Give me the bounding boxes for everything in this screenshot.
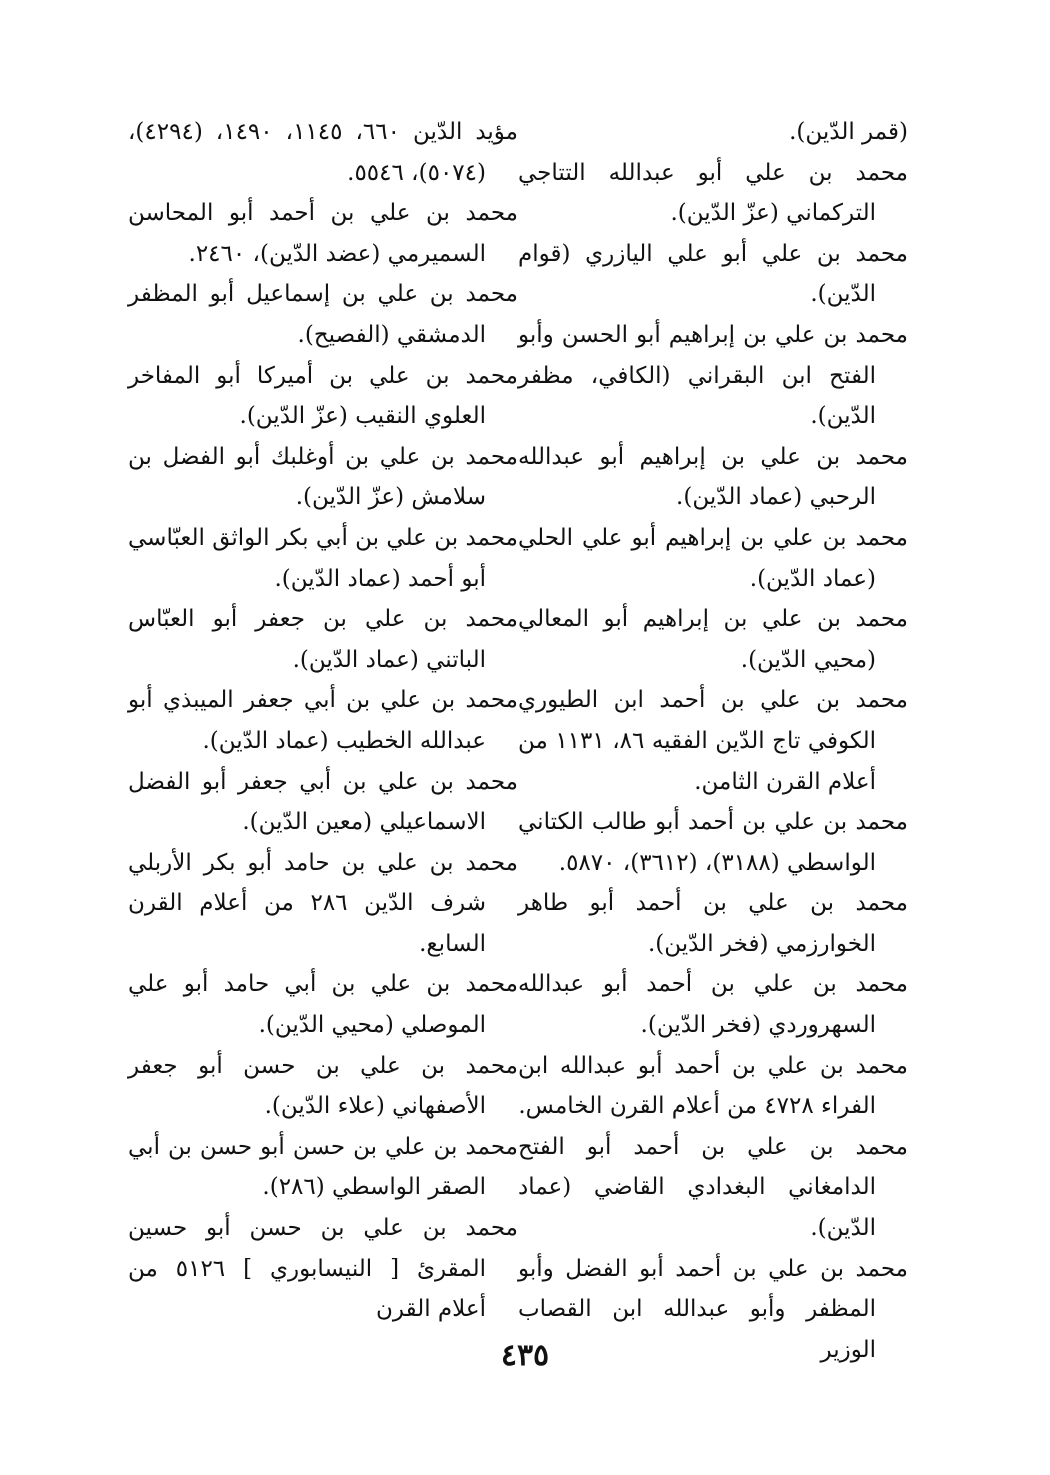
index-entry: محمد بن علي بن أحمد أبو عبدالله السهروردي (فخر الدّين).	[518, 971, 908, 1039]
index-entry: محمد بن علي بن جعفر أبو العبّاس الباتني (عماد الدّين).	[128, 606, 518, 673]
index-entry: محمد بن علي بن إبراهيم أبو علي الحلي (عماد الدّين).	[518, 524, 908, 592]
index-column-right	[518, 112, 908, 1370]
index-entry: محمد بن علي بن أحمد أبو طالب الكتاني الواسطي (٣١٨٨)، (٣٦١٢)، ٥٨٧٠.	[518, 809, 908, 876]
index-entry: محمد بن علي بن أحمد أبو المحاسن السميرمي (عضد الدّين)، ٢٤٦٠.	[128, 200, 518, 267]
index-entry: محمد بن علي بن أحمد أبو عبدالله ابن الفراء ٤٧٢٨ من أعلام القرن الخامس.	[518, 1052, 908, 1120]
index-entry: محمد بن علي أبو عبدالله التتاجي التركماني (عزّ الدّين).	[518, 159, 908, 227]
index-entry: محمد بن علي بن حامد أبو بكر الأربلي شرف الدّين ٢٨٦ من أعلام القرن السابع.	[128, 849, 518, 957]
index-entry: محمد بن علي بن أميركا أبو المفاخر العلوي النقيب (عزّ الدّين).	[128, 362, 518, 430]
index-entry: محمد بن علي بن أبي جعفر الميبذي أبو عبدالله الخطيب (عماد الدّين).	[128, 687, 518, 754]
index-entry: محمد بن علي بن إبراهيم أبو المعالي (محيي الدّين).	[518, 606, 908, 673]
index-entry: محمد بن علي بن إبراهيم أبو الحسن وأبو الفتح ابن البقراني (الكافي، مظفر الدّين).	[518, 321, 908, 430]
index-entry: محمد بن علي بن أحمد أبو الفتح الدامغاني البغدادي القاضي (عماد الدّين).	[518, 1133, 908, 1242]
index-entry: مؤيد الدّين ٦٦٠، ١١٤٥، ١٤٩٠، (٤٢٩٤)، (٥٠٧٤)، ٥٥٤٦.	[128, 119, 519, 186]
page-number: ٤٣٥	[500, 1338, 550, 1373]
index-entry: محمد بن علي بن إسماعيل أبو المظفر الدمشقي (الفصيح).	[128, 281, 518, 348]
index-entry: محمد بن علي بن أوغلبك أبو الفضل بن سلامش (عزّ الدّين).	[128, 443, 518, 511]
index-entry: محمد بن علي بن أبي حامد أبو علي الموصلي (محيي الدّين).	[128, 971, 518, 1039]
index-entry: محمد بن علي بن حسن أبو حسين المقرئ [ النيسابوري ] ٥١٢٦ من أعلام القرن	[128, 1215, 518, 1323]
index-entry: محمد بن علي بن أحمد ابن الطيوري الكوفي تاج الدّين الفقيه ٨٦، ١١٣١ من أعلام القرن الثامن.	[518, 687, 908, 795]
index-entry: محمد بن علي بن إبراهيم أبو عبدالله الرحبي (عماد الدّين).	[518, 443, 908, 511]
index-entry: محمد بن علي بن أحمد أبو طاهر الخوارزمي (فخر الدّين).	[518, 890, 908, 957]
index-entry: محمد بن علي بن أبي جعفر أبو الفضل الاسماعيلي (معين الدّين).	[128, 768, 518, 836]
index-entry: محمد بن علي أبو علي اليازري (قوام الدّين).	[518, 240, 908, 308]
index-entry: محمد بن علي بن أبي بكر الواثق العبّاسي أبو أحمد (عماد الدّين).	[128, 524, 518, 592]
index-entry: محمد بن علي بن حسن أبو جعفر الأصفهاني (علاء الدّين).	[128, 1052, 518, 1120]
index-column-left	[128, 112, 518, 1330]
index-entry: محمد بن علي بن حسن أبو حسن بن أبي الصقر الواسطي (٢٨٦).	[128, 1133, 518, 1201]
index-entry: (قمر الدّين).	[789, 119, 908, 145]
index-entry: محمد بن علي بن أحمد أبو الفضل وأبو المظفر وأبو عبدالله ابن القصاب الوزير	[518, 1255, 908, 1363]
